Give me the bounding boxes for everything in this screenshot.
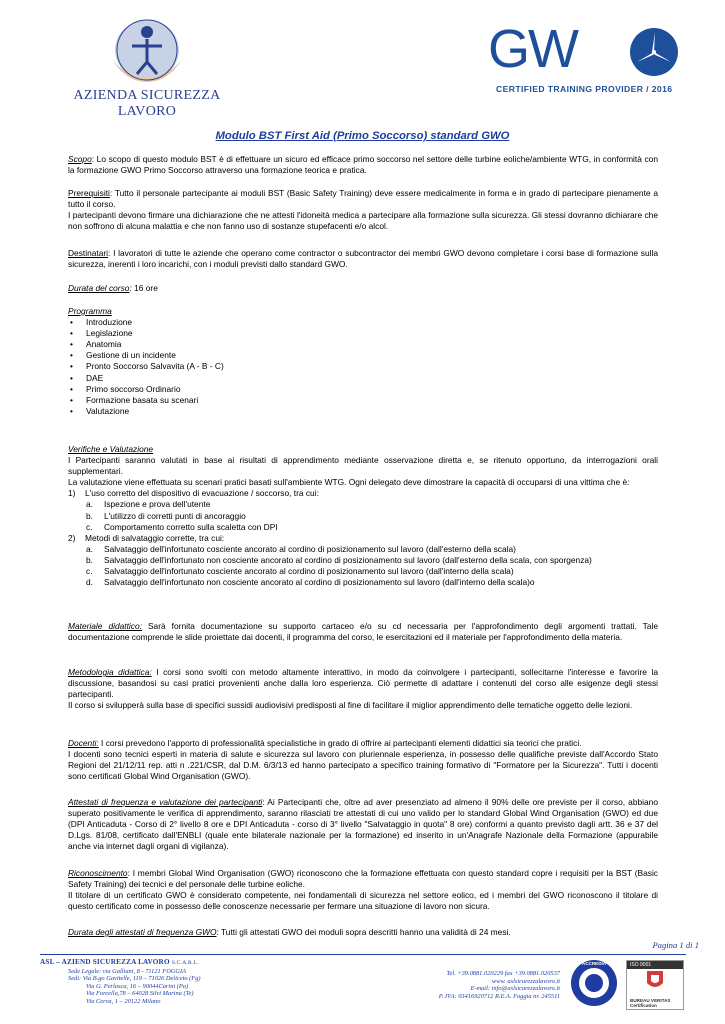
destinatari-label: Destinatari (68, 248, 109, 258)
riconoscimento-label: Riconoscimento (68, 868, 128, 878)
metodologia-text-2: Il corso si svilupperà sulla base di specifici sussidi audiovisivi predisposti al fine di facilitare il miglior apprendimento delle tematiche oggetto delle lezioni. (68, 700, 633, 711)
materiale-text: Sarà fornita documentazione su supporto cartaceo e/o su cd necessaria per l'approfondimento degli argomenti trattati. Tale documentazione comprende le slide proiettate dai docenti, il programma del corso, le esercitazioni ed il materiale per l'approfondimento della materia. (68, 621, 658, 643)
sub-text: Salvataggio dell'infortunato non cosciente ancorato al cordino di posizionamento sul lavoro (dall'interno della scala)o (104, 577, 535, 588)
footer-addresses (68, 968, 308, 1005)
section-materiale (68, 621, 658, 643)
gwo-logo (488, 19, 698, 100)
sub-text: Salvataggio dell'infortunato cosciente ancorato al cordino di posizionamento sul lavoro (dall'esterno della scala) (104, 543, 516, 554)
list-item: • Legislazione (68, 328, 658, 339)
riconoscimento-text-2: Il titolare di un certificato GWO è considerato competente, nei fondamentali di sicurezza nel settore eolico, ed i membri del GWO riconoscono il titolare di questo certificato come in possesso delle conoscenze necessarie per fermare una situazione di lavoro non sicura. (68, 890, 658, 912)
verifiche-label: Verifiche e Valutazione (68, 444, 154, 454)
list-item: • Anatomia (68, 339, 658, 350)
prerequisiti-text-2: I partecipanti devono firmare una dichiarazione che ne attesti l'idoneità medica a partecipare alla formazione sulla sicurezza. Gli stessi dovranno dichiarare che non soffrono di alcuna malattia e che non fanno uso di sostanze stupefacenti e/o alcol. (68, 210, 658, 232)
sub-letter: a. (86, 499, 93, 510)
list-item: • Formazione basata su scenari (68, 395, 658, 406)
gwo-caption: CERTIFIED TRAINING PROVIDER / 2016 (496, 84, 673, 94)
accredia-label: ACCREDIA (581, 961, 607, 966)
durata-colon: : (129, 283, 132, 293)
gwo-logo-letters: GW (488, 19, 577, 79)
footer-address-line: Sede Legale: via Galliani, 8 - 71121 FOGGIA (68, 968, 187, 975)
scopo-text: : Lo scopo di questo modulo BST è di effettuare un sicuro ed efficace primo soccorso nel settore delle turbine eoliche/ambiente WTG, in conformità con la formazione GWO Primo Soccorso attraverso una formazione teorica e pratica. (68, 154, 658, 176)
verifiche-sub-item (68, 499, 658, 510)
section-verifiche (68, 444, 658, 588)
section-attestati (68, 797, 658, 852)
footer-email[interactable]: E-mail: info@aslsicurezzalavoro.it (470, 985, 560, 993)
programma-label: Programma (68, 306, 112, 316)
docenti-label: Docenti: (68, 738, 99, 748)
verifiche-item-2 (68, 533, 658, 544)
footer-vat: P. IVA: 03416920712 R.E.A. Foggia nr. 245511 (438, 992, 560, 1000)
verifiche-sub-item (68, 577, 658, 588)
verifiche-p2: La valutazione viene effettuata su scenari pratici basati sull'ambiente WTG. Ogni delegato deve dimostrare la capacità di occuparsi di una vittima che è: (68, 477, 630, 488)
verifiche-sub-item (68, 555, 658, 566)
footer-company-name: ASL – AZIEND SICUREZZA LAVORO (40, 958, 170, 966)
wind-turbine-icon (628, 26, 680, 78)
attestati-label: Attestati di frequenza e valutazione dei partecipanti (68, 797, 263, 807)
footer-contacts (360, 970, 560, 1000)
verifiche-item-1 (68, 488, 658, 499)
asl-logo (52, 12, 242, 119)
docenti-text-2: I docenti sono tecnici esperti in materia di salute e sicurezza sul lavoro con pluriennale esperienza, in possesso delle qualifiche previste dall'Accordo Stato Regioni del 21/12/11 rep. atti n .221/CSR, dal D.M. 6/3/13 ed hanno partecipato a specifico training formativo di "Formatore per la Sicurezza". Tutti i docenti sono certificati Global Wind Organisation (GWO). (68, 749, 658, 782)
materiale-label: Materiale didattico: (68, 621, 142, 631)
footer-address-line: Via Cerva, 1 – 20122 Milano (86, 997, 161, 1005)
item-text: Metodi di salvataggio corrette, tra cui: (85, 532, 225, 543)
list-item: • DAE (68, 373, 658, 384)
durata-attestati-text: : Tutti gli attestati GWO dei moduli sopra descritti hanno una validità di 24 mesi. (216, 927, 511, 937)
sub-text: Salvataggio dell'infortunato cosciente ancorato al cordino di posizionamento sul lavoro (dall'interno della scala) (104, 566, 514, 577)
sub-text: L'utilizzo di corretti punti di ancoraggio (104, 510, 246, 521)
sub-text: Comportamento corretto sulla scaletta con DPI (104, 521, 278, 532)
sub-letter: b. (86, 554, 93, 565)
verifiche-sub-item (68, 522, 658, 533)
section-prerequisiti (68, 188, 658, 232)
durata-label: Durata del corso (68, 283, 130, 293)
section-destinatari (68, 248, 658, 270)
attestati-text: : Ai Partecipanti che, oltre ad aver presenziato ad almeno il 90% delle ore previste per il corso, abbiano superato positivamente le verifica di apprendimento, saranno rilasciati tre attestati di cui uno valido per lo standard Global Wind Organisation (GWO) ed due (DPI Anticaduta - Corso di 2° livello 8 ore e DPI Anticaduta - corso di 3° livello "Salvataggio in quota" 8 ore) conformi a quanto previsto dagli artt. 36 e 37 del D.Lgs. 81/08, certificato dall'ENBLI (quale ente bilaterale nazionale per la formazione) ed inserito in un'Anagrafe Nazionale della Formazione (appurabile anche via internet dagli organi di vigilanza). (68, 797, 658, 852)
sub-letter: b. (86, 510, 93, 521)
item-number: 2) (68, 532, 76, 543)
section-durata-attestati (68, 927, 658, 938)
docenti-text: I corsi prevedono l'apporto di professionalità specialistiche in grado di offrire ai partecipanti elementi didattici sia teorici che pratici. (98, 738, 582, 748)
sub-letter: c. (86, 566, 93, 577)
accredia-logo (569, 958, 619, 1008)
section-riconoscimento (68, 868, 658, 912)
prerequisiti-label: Prerequisiti (68, 188, 110, 198)
list-item: • Gestione di un incidente (68, 350, 658, 361)
durata-attestati-label: Durata degli attestati di frequenza GWO (68, 927, 217, 937)
verifiche-sub-item (68, 544, 658, 555)
asl-logo-text: AZIENDA SICUREZZA LAVORO (73, 88, 221, 119)
section-programma (68, 306, 658, 417)
section-durata (68, 283, 658, 294)
list-item: • Introduzione (68, 317, 658, 328)
prerequisiti-text-1: : Tutto il personale partecipante ai moduli BST (Basic Safety Training) deve essere medicalmente in forma e in grado di partecipare pienamente a tutto il corso. (68, 188, 658, 210)
sub-letter: d. (86, 577, 93, 588)
section-scopo (68, 154, 658, 176)
list-item: • Valutazione (68, 406, 658, 417)
destinatari-text: : I lavoratori di tutte le aziende che operano come contractor o subcontractor dei membri GWO devono completare i corsi base di formazione sulla sicurezza, inerenti i loro incarichi, con i moduli previsti dallo standard GWO. (68, 248, 658, 270)
footer-company-suffix: S.C.A.R.L. (171, 960, 199, 966)
bureau-veritas-label: BUREAU VERITAS Certification (630, 998, 671, 1009)
scopo-label: Scopo (68, 154, 92, 164)
footer-company (40, 958, 199, 966)
section-metodologia (68, 667, 658, 711)
list-item: • Primo soccorso Ordinario (68, 384, 658, 395)
verifiche-p1: I Partecipanti saranno valutati in base ai risultati di apprendimento mediante osservazione diretta e, se ritenuto opportuno, da interrogazioni orali supplementari. (68, 455, 658, 477)
verifiche-sub-item (68, 511, 658, 522)
page-title: Modulo BST First Aid (Primo Soccorso) standard GWO (215, 130, 510, 142)
footer-address-line: Via Forcella,78 – 64028 Silvi Marina (Te) (86, 990, 194, 998)
footer-address-line: Sedi: Via B.go Gavitelle, 119 – 71026 Deliceto (Fg) (68, 975, 201, 983)
footer-phone: Tel. +39.0881.020229 fax +39.0881.020537 (446, 970, 560, 977)
programma-list (68, 317, 658, 417)
footer-website[interactable]: www. aslsicurezzalavoro.it (491, 977, 560, 985)
metodologia-label: Metodologia didattica: (68, 667, 152, 677)
section-docenti (68, 738, 658, 782)
metodologia-text: I corsi sono svolti con metodo altamente interattivo, in modo da coinvolgere i partecipanti, sollecitarne l'interesse e favorire la discussione, basandosi su casi pratici provenienti anche dalla loro esperienza. Ciò permette di adattare i contenuti del corso alle esigenze degli stessi partecipanti. (68, 667, 658, 700)
item-number: 1) (68, 488, 76, 499)
page-number: Pagina 1 di 1 (652, 940, 699, 950)
sub-letter: a. (86, 543, 93, 554)
verifiche-sub-item (68, 566, 658, 577)
sub-letter: c. (86, 521, 93, 532)
sub-text: Ispezione e prova dell'utente (104, 499, 211, 510)
iso-label: ISO 9001 (627, 961, 683, 969)
riconoscimento-text: : I membri Global Wind Organisation (GWO) riconoscono che la formazione effettuata con questo standard copre i requisiti per la BST (Basic Safety Training) dei tecnici e del personale delle turbine eoliche. (68, 868, 658, 890)
list-item: • Pronto Soccorso Salvavita (A - B - C) (68, 361, 658, 372)
bureau-veritas-icon (627, 969, 683, 993)
bureau-veritas-logo (626, 960, 684, 1010)
footer-divider (40, 954, 686, 955)
durata-value: 16 ore (131, 283, 158, 293)
sub-text: Salvataggio dell'infortunato non cosciente ancorato al cordino di posizionamento sul lavoro (dall'esterno della scala, con sporgenza) (104, 554, 592, 565)
item-text: L'uso corretto del dispositivo di evacuazione / soccorso, tra cui: (85, 488, 319, 499)
footer-address-line: Via G. Perlasca, 16 – 90044Carini (Pa) (86, 982, 189, 990)
